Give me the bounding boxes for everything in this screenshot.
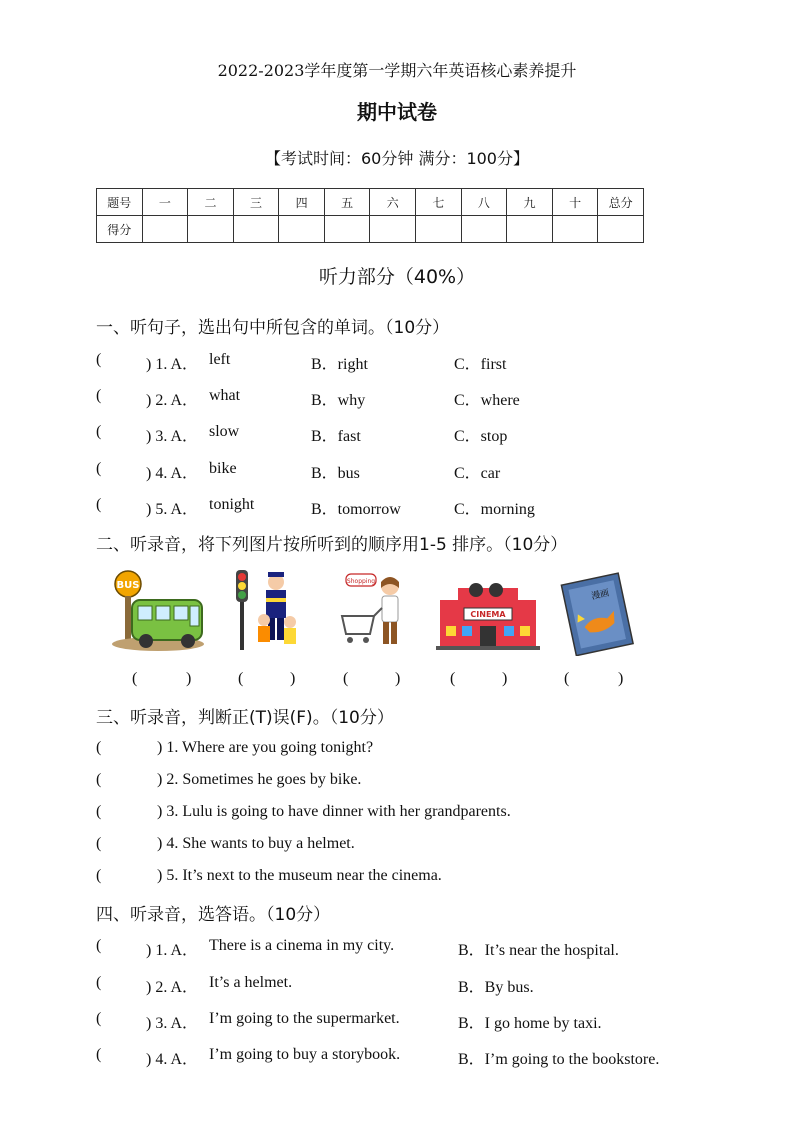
s4-q1-num: ) 1. A．	[146, 942, 199, 959]
s3-q1-text: ) 1. Where are you going tonight?	[157, 739, 374, 756]
score-cell: 七	[416, 189, 462, 216]
pic1-paren-open: (	[132, 670, 138, 687]
shopping-girl-icon	[338, 568, 408, 654]
s4-q4-option-b[interactable]: B．I’m going to the bookstore.	[458, 1051, 660, 1068]
s4-q4-option-a[interactable]: I’m going to buy a storybook.	[209, 1046, 401, 1063]
score-input-cell[interactable]	[188, 216, 234, 243]
score-input-cell[interactable]	[416, 216, 462, 243]
s4-q2-open-paren: (	[96, 974, 102, 991]
s1-q2-option-a[interactable]: what	[209, 387, 241, 404]
s4-q3-open-paren: (	[96, 1010, 102, 1027]
s1-q2-num: ) 2. A．	[146, 392, 199, 409]
s3-q3-open-paren: (	[96, 803, 102, 820]
s3-q5-text: ) 5. It’s next to the museum near the cinema.	[157, 867, 442, 884]
s3-q1-open-paren: (	[96, 739, 102, 756]
score-input-cell[interactable]	[598, 216, 644, 243]
s4-q1-option-b[interactable]: B．It’s near the hospital.	[458, 942, 619, 959]
pic1-paren-close: )	[186, 670, 192, 687]
comic-book-icon	[556, 570, 642, 656]
s1-q1-option-c[interactable]: C．first	[454, 356, 507, 373]
s1-q3-option-b[interactable]: B．fast	[311, 428, 361, 445]
shopping-sign-text: Shopping	[346, 578, 376, 585]
s4-q3-option-a[interactable]: I’m going to the supermarket.	[209, 1010, 400, 1027]
pic4-paren-close: )	[502, 670, 508, 687]
s3-q2-open-paren: (	[96, 771, 102, 788]
s4-q2-num: ) 2. A．	[146, 979, 199, 996]
section4-title: 四、听录音，选答语。（10分）	[96, 905, 331, 925]
score-cell: 一	[142, 189, 188, 216]
s1-q1-num: ) 1. A．	[146, 356, 199, 373]
score-table	[96, 188, 644, 243]
score-cell: 得分	[97, 216, 143, 243]
score-input-cell[interactable]	[552, 216, 598, 243]
s1-q5-option-a[interactable]: tonight	[209, 496, 255, 513]
s3-q4-text: ) 4. She wants to buy a helmet.	[157, 835, 355, 852]
bus-sign-text: BUS	[116, 580, 140, 591]
cinema-icon	[436, 580, 540, 652]
score-input-cell[interactable]	[324, 216, 370, 243]
s1-q5-option-c[interactable]: C．morning	[454, 501, 535, 518]
score-input-cell[interactable]	[233, 216, 279, 243]
s1-q4-option-a[interactable]: bike	[209, 460, 237, 477]
s4-q1-option-a[interactable]: There is a cinema in my city.	[209, 937, 395, 954]
traffic-police-icon	[228, 568, 308, 654]
s1-q4-open-paren: (	[96, 460, 102, 477]
s4-q4-num: ) 4. A．	[146, 1051, 199, 1068]
score-input-cell[interactable]	[142, 216, 188, 243]
exam-title: 期中试卷	[357, 100, 437, 124]
s1-q4-num: ) 4. A．	[146, 465, 199, 482]
s1-q2-option-c[interactable]: C．where	[454, 392, 520, 409]
section3-title: 三、听录音，判断正(T)误(F)。（10分）	[96, 708, 394, 728]
s3-q4-open-paren: (	[96, 835, 102, 852]
s1-q1-option-a[interactable]: left	[209, 351, 231, 368]
s1-q5-open-paren: (	[96, 496, 102, 513]
score-cell: 二	[188, 189, 234, 216]
pic5-paren-close: )	[618, 670, 624, 687]
section2-title: 二、听录音，将下列图片按所听到的顺序用1-5 排序。（10分）	[96, 535, 568, 555]
pic5-paren-open: (	[564, 670, 570, 687]
s4-q2-option-b[interactable]: B．By bus.	[458, 979, 534, 996]
score-input-cell[interactable]	[461, 216, 507, 243]
s3-q5-open-paren: (	[96, 867, 102, 884]
cinema-sign-text: CINEMA	[470, 610, 506, 619]
pic2-paren-close: )	[290, 670, 296, 687]
s3-q2-text: ) 2. Sometimes he goes by bike.	[157, 771, 362, 788]
s1-q1-open-paren: (	[96, 351, 102, 368]
s4-q1-open-paren: (	[96, 937, 102, 954]
score-cell: 三	[233, 189, 279, 216]
score-input-cell[interactable]	[507, 216, 553, 243]
score-cell: 五	[324, 189, 370, 216]
s1-q3-option-c[interactable]: C．stop	[454, 428, 508, 445]
pic3-paren-close: )	[395, 670, 401, 687]
pic2-paren-open: (	[238, 670, 244, 687]
s1-q4-option-c[interactable]: C．car	[454, 465, 501, 482]
s4-q2-option-a[interactable]: It’s a helmet.	[209, 974, 293, 991]
pic3-paren-open: (	[343, 670, 349, 687]
bus-stop-icon	[102, 568, 206, 654]
s4-q4-open-paren: (	[96, 1046, 102, 1063]
exam-header-line1: 2022-2023学年度第一学期六年英语核心素养提升	[217, 61, 577, 80]
score-cell: 六	[370, 189, 416, 216]
score-cell: 九	[507, 189, 553, 216]
s1-q1-option-b[interactable]: B．right	[311, 356, 368, 373]
exam-info: 【考试时间：60分钟 满分：100分】	[265, 149, 529, 168]
score-table-score-row	[97, 216, 644, 243]
s1-q3-num: ) 3. A．	[146, 428, 199, 445]
score-table-header-row	[97, 189, 644, 216]
listening-part-title: 听力部分（40%）	[318, 266, 476, 288]
s4-q3-num: ) 3. A．	[146, 1015, 199, 1032]
s1-q4-option-b[interactable]: B．bus	[311, 465, 360, 482]
score-cell: 十	[552, 189, 598, 216]
s1-q3-open-paren: (	[96, 423, 102, 440]
s1-q3-option-a[interactable]: slow	[209, 423, 240, 440]
score-input-cell[interactable]	[370, 216, 416, 243]
s1-q2-open-paren: (	[96, 387, 102, 404]
score-cell: 八	[461, 189, 507, 216]
comic-title-text: 漫画	[590, 588, 611, 603]
score-cell: 四	[279, 189, 325, 216]
score-cell: 题号	[97, 189, 143, 216]
s4-q3-option-b[interactable]: B．I go home by taxi.	[458, 1015, 602, 1032]
s1-q5-option-b[interactable]: B．tomorrow	[311, 501, 401, 518]
score-input-cell[interactable]	[279, 216, 325, 243]
section1-title: 一、听句子，选出句中所包含的单词。（10分）	[96, 318, 450, 338]
s3-q3-text: ) 3. Lulu is going to have dinner with her grandparents.	[157, 803, 511, 820]
s1-q2-option-b[interactable]: B．why	[311, 392, 366, 409]
score-cell: 总分	[598, 189, 644, 216]
pic4-paren-open: (	[450, 670, 456, 687]
s1-q5-num: ) 5. A．	[146, 501, 199, 518]
